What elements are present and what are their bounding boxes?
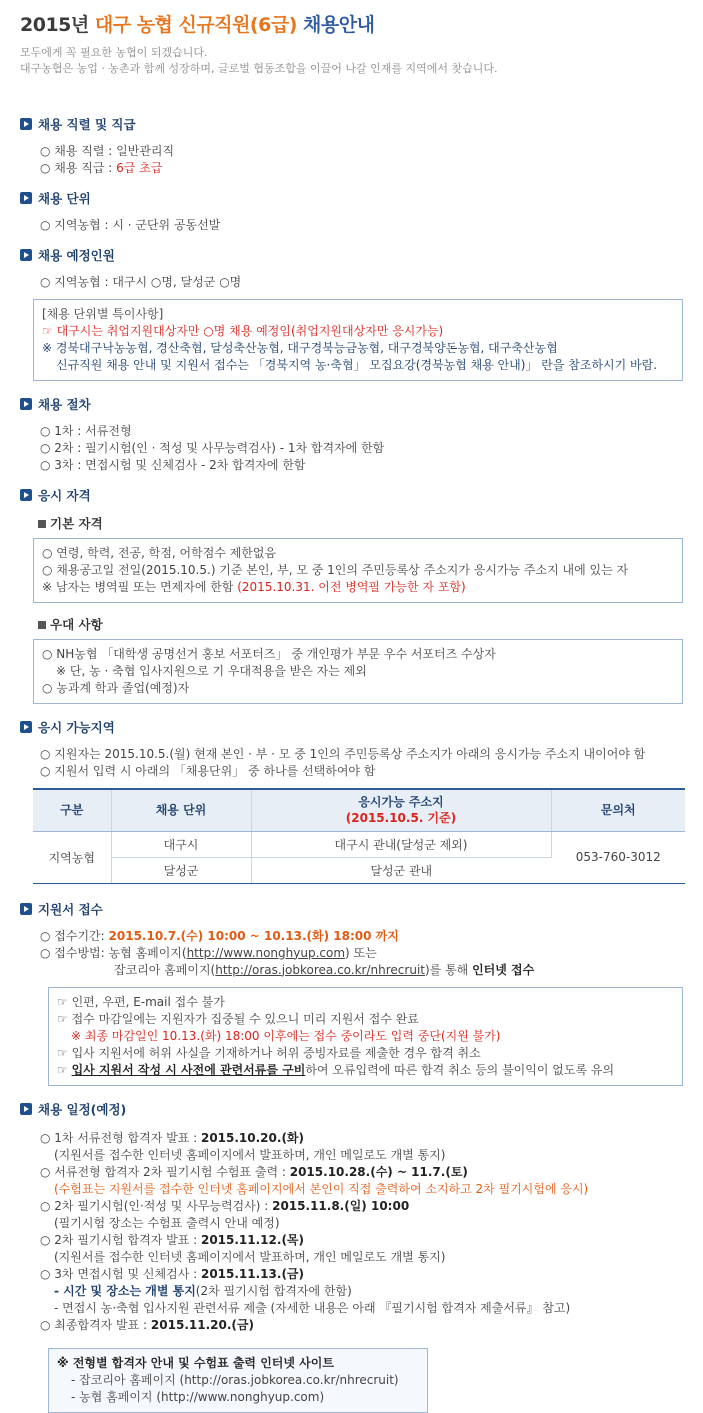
schedule-item: ○ 서류전형 합격자 2차 필기시험 수험표 출력 : 2015.10.28.(수) ~ 11.7.(토) — [40, 1164, 468, 1179]
nonghyup-link[interactable]: http://www.nonghyup.com — [186, 945, 346, 960]
notice-line: [채용 단위별 특이사항] — [42, 307, 164, 321]
region-line: ○ 지원서 입력 시 아래의 「채용단위」 중 하나를 선택하여야 함 — [40, 764, 376, 778]
section-arrow-icon — [20, 192, 32, 204]
headcount-line: ○ 지역농협 : 대구시 ○명, 달성군 ○명 — [40, 275, 242, 289]
process-line: ○ 3차 : 면접시험 및 신체검사 - 2차 합격자에 한함 — [40, 458, 306, 472]
section-headcount — [20, 246, 703, 381]
table-row — [33, 831, 685, 857]
title-year: 2015년 — [20, 14, 89, 36]
section-arrow-icon — [20, 398, 32, 410]
period-line: ○ 접수기간: 2015.10.7.(수) 10:00 ~ 10.13.(화) 18:00 까지 — [40, 928, 399, 943]
section-region — [20, 718, 703, 884]
section-arrow-icon — [20, 1103, 32, 1115]
section-title: 채용 직렬 및 직급 — [38, 117, 136, 132]
sites-title: ※ 전형별 합격자 안내 및 수험표 출력 인터넷 사이트 — [57, 1355, 334, 1370]
section-schedule — [20, 1100, 703, 1413]
basic-qualification-box — [33, 538, 683, 603]
section-title: 채용 일정(예정) — [38, 1101, 127, 1117]
notice-line: ☞ 입사 지원서 작성 시 사전에 관련서류를 구비하여 오류입력에 따른 합격 취소 등의 불이익이 없도록 유의 — [57, 1062, 615, 1077]
application-notice-box — [48, 987, 683, 1086]
table-cell: 지역농협 — [33, 831, 111, 883]
section-title: 채용 단위 — [38, 191, 91, 206]
schedule-note: (필기시험 장소는 수험표 출력시 안내 예정) — [54, 1215, 280, 1230]
notice-line: 신규직원 채용 안내 및 지원서 접수는 「경북지역 농·축협」 모집요강(경북농협 채용 안내)」 란을 참조하시기 바람. — [56, 358, 658, 372]
job-line: ○ 채용 직렬 : 일반관리직 — [40, 144, 175, 158]
square-bullet-icon — [38, 520, 46, 528]
section-application — [20, 900, 703, 1086]
preference-box — [33, 639, 683, 704]
schedule-item: ○ 3차 면접시험 및 신체검사 : 2015.11.13.(금) — [40, 1266, 305, 1281]
notice-line: ☞ 인편, 우편, E-mail 접수 불가 — [57, 994, 225, 1009]
pref-line: ※ 단, 농 · 축협 입사지원으로 기 우대적용을 받은 자는 제외 — [56, 664, 367, 678]
qual-line: ○ 연령, 학력, 전공, 학점, 어학점수 제한없음 — [42, 546, 277, 560]
table-cell: 대구시 관내(달성군 제외) — [251, 831, 551, 857]
jobkorea-link[interactable]: http://oras.jobkorea.co.kr/nhrecruit — [215, 962, 425, 977]
table-cell: 053-760-3012 — [551, 831, 685, 883]
title-highlight: 대구 농협 신규직원(6급) — [94, 14, 297, 36]
subtitle-line: 모두에게 꼭 필요한 농협이 되겠습니다. — [20, 46, 208, 59]
section-arrow-icon — [20, 249, 32, 261]
site-line: - 농협 홈페이지 (http://www.nonghyup.com) — [71, 1389, 325, 1404]
section-arrow-icon — [20, 721, 32, 733]
table-cell: 대구시 — [111, 831, 251, 857]
page-title — [20, 0, 703, 37]
unit-line: ○ 지역농협 : 시 · 군단위 공동선발 — [40, 218, 221, 232]
section-title: 채용 예정인원 — [38, 248, 115, 263]
process-line: ○ 2차 : 필기시험(인 · 적성 및 사무능력검사) - 1차 합격자에 한함 — [40, 441, 385, 455]
schedule-item: ○ 최종합격자 발표 : 2015.11.20.(금) — [40, 1317, 254, 1332]
section-process — [20, 395, 703, 474]
section-arrow-icon — [20, 118, 32, 130]
section-title: 응시 가능지역 — [38, 720, 115, 735]
schedule-item: ○ 2차 필기시험 합격자 발표 : 2015.11.12.(목) — [40, 1232, 305, 1247]
region-table — [33, 788, 685, 884]
section-unit — [20, 189, 703, 234]
region-line: ○ 지원자는 2015.10.5.(월) 현재 본인 · 부 · 모 중 1인의 주민등록상 주소지가 아래의 응시가능 주소지 내이어야 함 — [40, 747, 646, 761]
application-period: 2015.10.7.(수) 10:00 ~ 10.13.(화) 18:00 까지 — [108, 928, 399, 943]
qual-line: ○ 채용공고일 전일(2015.10.5.) 기준 본인, 부, 모 중 1인의 주민등록상 주소지가 응시가능 주소지 내에 있는 자 — [42, 563, 629, 577]
pref-line: ○ 농과계 학과 졸업(예정)자 — [42, 681, 190, 695]
square-bullet-icon — [38, 621, 46, 629]
schedule-item: ○ 1차 서류전형 합격자 발표 : 2015.10.20.(화) — [40, 1130, 305, 1145]
schedule-note: - 시간 및 장소는 개별 통지(2차 필기시험 합격자에 한함) — [54, 1283, 352, 1298]
subtitle-line: 대구농협은 농업 · 농촌과 함께 성장하며, 글로벌 협동조합을 이끌어 나갈 인재를 지역에서 찾습니다. — [20, 62, 498, 75]
qual-line: ※ 남자는 병역필 또는 면제자에 한함 (2015.10.31. 이전 병역필 가능한 자 포함) — [42, 580, 466, 594]
notice-line: ☞ 입사 지원서에 허위 사실을 기재하거나 허위 증빙자료를 제출한 경우 합격 취소 — [57, 1045, 481, 1060]
process-line: ○ 1차 : 서류전형 — [40, 424, 132, 438]
internet-sites-box — [48, 1348, 428, 1413]
section-title: 지원서 접수 — [38, 901, 103, 917]
table-header: 응시가능 주소지 (2015.10.5. 기준) — [251, 789, 551, 831]
headcount-notice-box — [33, 299, 683, 381]
method-line: ○ 접수방법: 농협 홈페이지(http://www.nonghyup.com) 또는 — [40, 945, 377, 960]
table-header: 문의처 — [551, 789, 685, 831]
basic-qualification-title: 기본 자격 — [38, 514, 703, 532]
section-arrow-icon — [20, 489, 32, 501]
table-header: 구분 — [33, 789, 111, 831]
schedule-item: ○ 2차 필기시험(인·적성 및 사무능력검사) : 2015.11.8.(일) 10:00 — [40, 1198, 410, 1213]
method-line: 잡코리아 홈페이지(http://oras.jobkorea.co.kr/nhrecruit)를 통해 인터넷 접수 — [114, 962, 535, 977]
page-subtitle — [20, 45, 703, 77]
notice-line: ※ 경북대구낙농농협, 경산축협, 달성축산농협, 대구경북능금농협, 대구경북양돈농협, 대구축산농협 — [42, 341, 558, 355]
table-header: 채용 단위 — [111, 789, 251, 831]
notice-line: ☞ 접수 마감일에는 지원자가 집중될 수 있으니 미리 지원서 접수 완료 — [57, 1011, 419, 1026]
preference-title: 우대 사항 — [38, 615, 703, 633]
section-job — [20, 115, 703, 177]
site-line: - 잡코리아 홈페이지 (http://oras.jobkorea.co.kr/nhrecruit) — [71, 1372, 399, 1387]
schedule-note: (지원서를 접수한 인터넷 홈페이지에서 발표하며, 개인 메일로도 개별 통지) — [54, 1147, 446, 1162]
title-rest: 채용안내 — [303, 14, 375, 36]
section-arrow-icon — [20, 903, 32, 915]
table-cell: 달성군 관내 — [251, 857, 551, 883]
pref-line: ○ NH농협 「대학생 공명선거 홍보 서포터즈」 중 개인평가 부문 우수 서포터즈 수상자 — [42, 647, 496, 661]
section-eligibility — [20, 486, 703, 704]
schedule-note: (수험표는 지원서를 접수한 인터넷 홈페이지에서 본인이 직접 출력하여 소지하고 2차 필기시험에 응시) — [54, 1181, 589, 1196]
section-title: 채용 절차 — [38, 397, 91, 412]
table-cell: 달성군 — [111, 857, 251, 883]
section-title: 응시 자격 — [38, 488, 91, 503]
job-line: ○ 채용 직급 : 6급 초급 — [40, 161, 163, 175]
job-grade: 6급 초급 — [116, 161, 163, 175]
notice-line: ☞ 대구시는 취업지원대상자만 ○명 채용 예정임(취업지원대상자만 응시가능) — [42, 324, 444, 338]
schedule-note: - 면접시 농·축협 입사지원 관련서류 제출 (자세한 내용은 아래 『필기시험 합격자 제출서류』 참고) — [54, 1300, 571, 1315]
notice-line: ※ 최종 마감일인 10.13.(화) 18:00 이후에는 접수 중이라도 입력 중단(지원 불가) — [71, 1028, 501, 1043]
schedule-note: (지원서를 접수한 인터넷 홈페이지에서 발표하며, 개인 메일로도 개별 통지) — [54, 1249, 446, 1264]
